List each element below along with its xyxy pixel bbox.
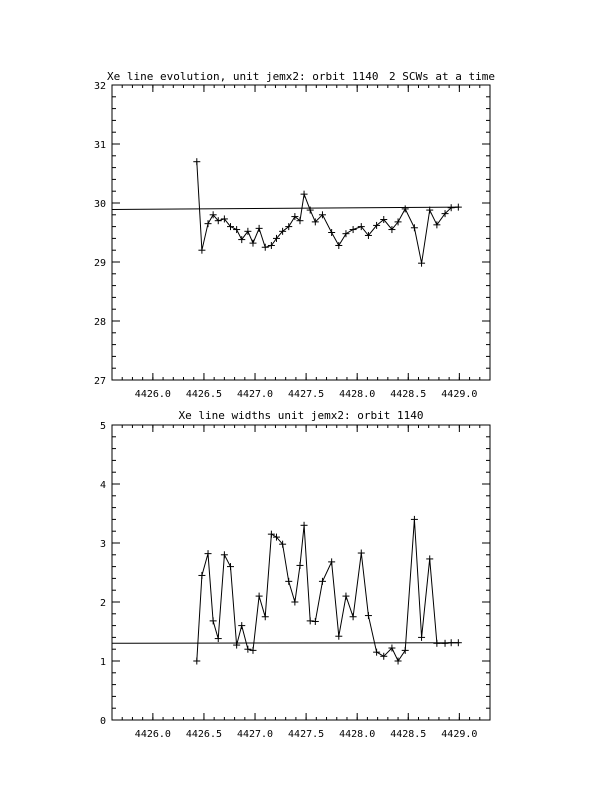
evolution-title: Xe line evolution, unit jemx2: orbit 1140	[107, 70, 379, 83]
evolution-data-point	[328, 229, 335, 236]
widths-data-point	[442, 640, 449, 647]
widths-data-point	[285, 578, 292, 585]
widths-title: Xe line widths unit jemx2: orbit 1140	[178, 409, 424, 422]
evolution-data-point	[402, 205, 409, 212]
evolution-data-point	[262, 244, 269, 251]
widths-data-point	[395, 658, 402, 665]
widths-series-line	[197, 519, 459, 661]
evolution-data-point	[268, 242, 275, 249]
widths-x-tick-label: 4427.5	[288, 729, 325, 740]
widths-y-tick-label: 2	[99, 598, 106, 609]
widths-data-point	[301, 522, 308, 529]
evolution-data-point	[233, 226, 240, 233]
widths-data-point	[256, 593, 263, 600]
evolution-y-tick-label: 27	[93, 376, 106, 387]
evolution-y-axis	[94, 81, 490, 387]
evolution-data-point	[342, 230, 349, 237]
widths-data-point	[249, 647, 256, 654]
widths-data-point	[291, 599, 298, 606]
evolution-data-point	[198, 247, 205, 254]
evolution-x-tick-label: 4427.5	[288, 389, 325, 400]
evolution-x-tick-label: 4428.0	[339, 389, 376, 400]
evolution-data-point	[238, 236, 245, 243]
evolution-data-point	[244, 228, 251, 235]
widths-y-tick-label: 5	[99, 421, 106, 432]
widths-data-point	[455, 639, 462, 646]
widths-x-tick-label: 4426.0	[134, 729, 171, 740]
widths-x-tick-label: 4428.0	[339, 729, 376, 740]
widths-data-point	[205, 550, 212, 557]
evolution-data-point	[455, 204, 462, 211]
widths-reference-line	[112, 643, 459, 644]
evolution-series-line	[197, 162, 459, 264]
widths-y-tick-label: 0	[99, 716, 106, 727]
widths-data-point	[238, 622, 245, 629]
evolution-panel	[94, 70, 495, 400]
widths-data-point	[312, 618, 319, 625]
widths-data-point	[365, 612, 372, 619]
evolution-data-point	[411, 224, 418, 231]
evolution-data-point	[433, 221, 440, 228]
widths-x-tick-label: 4427.0	[236, 729, 274, 740]
evolution-data-point	[418, 260, 425, 267]
widths-data-point	[307, 617, 314, 624]
widths-x-tick-label: 4429.0	[441, 729, 478, 740]
widths-y-tick-label: 4	[99, 480, 106, 491]
widths-data-point	[262, 613, 269, 620]
evolution-y-tick-label: 31	[93, 140, 106, 151]
widths-data-point	[198, 572, 205, 579]
evolution-y-tick-label: 28	[93, 317, 106, 328]
widths-data-point	[319, 578, 326, 585]
widths-data-point	[328, 558, 335, 565]
widths-data-point	[221, 551, 228, 558]
widths-plot-frame	[112, 425, 490, 720]
widths-x-tick-label: 4426.5	[185, 729, 223, 740]
widths-data-point	[215, 635, 222, 642]
evolution-y-tick-label: 32	[93, 81, 106, 92]
widths-y-tick-label: 3	[99, 539, 106, 550]
evolution-x-tick-label: 4426.0	[134, 389, 171, 400]
evolution-data-point	[335, 242, 342, 249]
widths-panel	[100, 409, 490, 740]
widths-series	[193, 516, 462, 665]
evolution-series	[193, 158, 462, 266]
widths-data-point	[227, 563, 234, 570]
widths-x-tick-label: 4428.5	[390, 729, 427, 740]
evolution-x-tick-label: 4427.0	[236, 389, 274, 400]
widths-data-point	[433, 640, 440, 647]
widths-data-point	[210, 617, 217, 624]
evolution-data-point	[193, 158, 200, 165]
widths-reference-line-segment	[112, 643, 459, 644]
evolution-data-point	[301, 191, 308, 198]
evolution-y-tick-label: 29	[93, 258, 106, 269]
widths-data-point	[418, 634, 425, 641]
evolution-data-point	[350, 226, 357, 233]
widths-data-point	[373, 649, 380, 656]
widths-data-point	[244, 646, 251, 653]
widths-data-point	[342, 593, 349, 600]
evolution-data-point	[256, 225, 263, 232]
evolution-y-tick-label: 30	[93, 199, 106, 210]
evolution-plot-frame	[112, 85, 490, 380]
evolution-x-tick-label: 4429.0	[441, 389, 478, 400]
evolution-x-tick-label: 4426.5	[185, 389, 223, 400]
widths-data-point	[411, 516, 418, 523]
widths-y-axis	[100, 421, 490, 727]
widths-data-point	[402, 647, 409, 654]
evolution-data-point	[249, 240, 256, 247]
widths-data-point	[358, 550, 365, 557]
widths-x-axis	[112, 425, 490, 740]
widths-data-point	[193, 658, 200, 665]
widths-data-point	[296, 562, 303, 569]
widths-data-point	[426, 555, 433, 562]
widths-data-point	[350, 613, 357, 620]
widths-data-point	[448, 639, 455, 646]
widths-data-point	[335, 633, 342, 640]
evolution-x-axis	[112, 85, 490, 400]
widths-y-tick-label: 1	[99, 657, 106, 668]
evolution-title-right: 2 SCWs at a time	[389, 70, 495, 83]
evolution-x-tick-label: 4428.5	[390, 389, 427, 400]
evolution-data-point	[205, 220, 212, 227]
